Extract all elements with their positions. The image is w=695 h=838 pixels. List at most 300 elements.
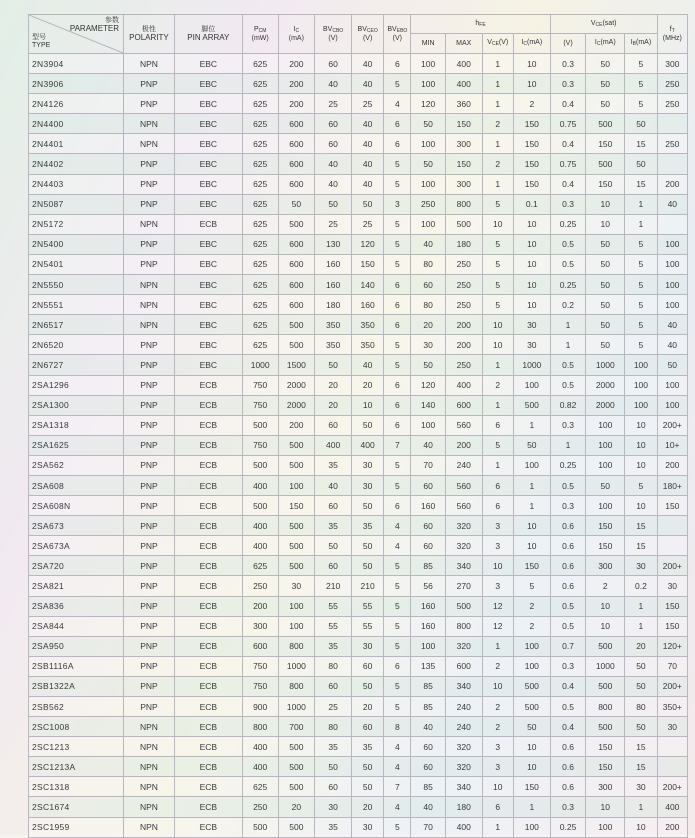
cell-bvcbo: 50 (315, 194, 352, 214)
cell-hfe-min: 85 (411, 697, 446, 717)
cell-sat-ib: 0.2 (625, 576, 657, 596)
cell-hfe-vce: 1 (482, 54, 513, 74)
cell-polarity: PNP (124, 556, 175, 576)
cell-pcm: 400 (242, 475, 278, 495)
cell-ic: 600 (278, 254, 315, 274)
cell-hfe-ic: 30 (513, 335, 550, 355)
cell-bvebo: 5 (384, 455, 411, 475)
cell-hfe-vce: 10 (482, 315, 513, 335)
cell-bvebo: 5 (384, 154, 411, 174)
cell-bvcbo: 25 (315, 697, 352, 717)
cell-hfe-max: 340 (445, 777, 482, 797)
cell-ic: 500 (278, 817, 315, 837)
cell-sat-ic: 150 (586, 516, 625, 536)
cell-ic: 200 (278, 415, 315, 435)
transistor-spec-table (28, 14, 688, 838)
cell-bvceo: 160 (351, 295, 383, 315)
cell-bvceo: 25 (351, 214, 383, 234)
cell-pcm: 625 (242, 174, 278, 194)
cell-vce-sat: 0.3 (550, 656, 586, 676)
cell-bvcbo: 30 (315, 797, 352, 817)
cell-polarity: NPN (124, 757, 175, 777)
cell-pin-array: ECB (174, 656, 242, 676)
cell-hfe-max: 200 (445, 335, 482, 355)
cell-ic: 50 (278, 194, 315, 214)
cell-hfe-min: 85 (411, 556, 446, 576)
cell-hfe-min: 100 (411, 134, 446, 154)
cell-ic: 30 (278, 576, 315, 596)
cell-hfe-max: 300 (445, 174, 482, 194)
cell-sat-ib: 100 (625, 355, 657, 375)
cell-bvcbo: 35 (315, 817, 352, 837)
cell-hfe-ic: 2 (513, 94, 550, 114)
cell-ic: 500 (278, 214, 315, 234)
cell-type: 2N6520 (29, 335, 124, 355)
cell-sat-ic: 100 (586, 455, 625, 475)
cell-bvcbo: 40 (315, 475, 352, 495)
cell-ft: 250 (657, 94, 687, 114)
cell-bvcbo: 160 (315, 275, 352, 295)
cell-vce-sat: 0.3 (550, 496, 586, 516)
cell-pcm: 800 (242, 717, 278, 737)
cell-hfe-max: 600 (445, 656, 482, 676)
cell-hfe-ic: 30 (513, 315, 550, 335)
cell-pcm: 625 (242, 214, 278, 234)
cell-sat-ic: 500 (586, 154, 625, 174)
cell-hfe-vce: 5 (482, 275, 513, 295)
cell-vce-sat: 0.4 (550, 676, 586, 696)
cell-polarity: PNP (124, 74, 175, 94)
cell-bvebo: 5 (384, 355, 411, 375)
cell-bvceo: 40 (351, 174, 383, 194)
cell-ic: 800 (278, 676, 315, 696)
cell-ic: 700 (278, 717, 315, 737)
cell-ft (657, 737, 687, 757)
cell-bvcbo: 210 (315, 576, 352, 596)
cell-sat-ib: 10 (625, 817, 657, 837)
cell-ft: 200 (657, 455, 687, 475)
cell-pcm: 625 (242, 194, 278, 214)
header-corner-cell (29, 15, 124, 54)
cell-ic: 1500 (278, 355, 315, 375)
cell-pcm: 750 (242, 435, 278, 455)
header-bvcbo: $BV_{CBO}$ (V) (315, 15, 352, 54)
cell-vce-sat: 0.2 (550, 295, 586, 315)
cell-ic: 2000 (278, 395, 315, 415)
cell-bvceo: 50 (351, 757, 383, 777)
cell-hfe-vce: 6 (482, 797, 513, 817)
cell-polarity: PNP (124, 415, 175, 435)
cell-sat-ib: 10 (625, 455, 657, 475)
cell-ic: 200 (278, 74, 315, 94)
cell-bvebo: 7 (384, 777, 411, 797)
cell-hfe-min: 160 (411, 496, 446, 516)
cell-sat-ic: 300 (586, 777, 625, 797)
cell-type: 2N4126 (29, 94, 124, 114)
cell-hfe-max: 340 (445, 676, 482, 696)
cell-polarity: PNP (124, 636, 175, 656)
header-pin-array: 脚位 PIN ARRAY (174, 15, 242, 54)
cell-hfe-max: 360 (445, 94, 482, 114)
table-row (29, 737, 688, 757)
table-row (29, 616, 688, 636)
cell-bvceo: 20 (351, 375, 383, 395)
cell-bvcbo: 35 (315, 737, 352, 757)
cell-type: 2SA720 (29, 556, 124, 576)
cell-type: 2N5550 (29, 275, 124, 295)
cell-vce-sat: 0.4 (550, 717, 586, 737)
cell-sat-ic: 10 (586, 797, 625, 817)
cell-pin-array: ECB (174, 214, 242, 234)
cell-hfe-ic: 1000 (513, 355, 550, 375)
cell-hfe-vce: 10 (482, 335, 513, 355)
table-row (29, 757, 688, 777)
cell-hfe-vce: 5 (482, 435, 513, 455)
cell-sat-ic: 50 (586, 74, 625, 94)
cell-pin-array: EBC (174, 315, 242, 335)
cell-hfe-min: 100 (411, 636, 446, 656)
cell-sat-ib: 50 (625, 717, 657, 737)
cell-sat-ib: 5 (625, 54, 657, 74)
cell-sat-ic: 10 (586, 214, 625, 234)
cell-sat-ib: 5 (625, 475, 657, 495)
cell-bvceo: 40 (351, 54, 383, 74)
cell-bvcbo: 35 (315, 636, 352, 656)
cell-ic: 20 (278, 797, 315, 817)
cell-type: 2SA1300 (29, 395, 124, 415)
cell-hfe-max: 250 (445, 295, 482, 315)
cell-hfe-vce: 3 (482, 576, 513, 596)
cell-bvebo: 6 (384, 395, 411, 415)
cell-polarity: PNP (124, 656, 175, 676)
cell-pcm: 500 (242, 817, 278, 837)
header-hfe-max: MAX (445, 34, 482, 54)
cell-vce-sat: 0.25 (550, 455, 586, 475)
cell-pin-array: ECB (174, 475, 242, 495)
cell-hfe-max: 250 (445, 275, 482, 295)
cell-vce-sat: 0.6 (550, 777, 586, 797)
cell-hfe-vce: 1 (482, 134, 513, 154)
cell-pcm: 625 (242, 275, 278, 295)
cell-hfe-max: 270 (445, 576, 482, 596)
cell-hfe-min: 250 (411, 194, 446, 214)
cell-vce-sat: 0.4 (550, 94, 586, 114)
cell-ft: 150 (657, 596, 687, 616)
cell-bvcbo: 20 (315, 395, 352, 415)
cell-vce-sat: 0.75 (550, 154, 586, 174)
cell-pin-array: EBC (174, 154, 242, 174)
cell-hfe-vce: 1 (482, 355, 513, 375)
cell-pin-array: EBC (174, 54, 242, 74)
cell-polarity: PNP (124, 576, 175, 596)
table-row (29, 315, 688, 335)
cell-pin-array: EBC (174, 254, 242, 274)
cell-bvebo: 6 (384, 415, 411, 435)
cell-pcm: 400 (242, 516, 278, 536)
cell-sat-ib: 50 (625, 114, 657, 134)
cell-vce-sat: 1 (550, 335, 586, 355)
cell-bvcbo: 60 (315, 676, 352, 696)
cell-pin-array: ECB (174, 556, 242, 576)
cell-hfe-min: 100 (411, 174, 446, 194)
table-row (29, 375, 688, 395)
cell-pcm: 750 (242, 676, 278, 696)
cell-sat-ic: 2000 (586, 375, 625, 395)
cell-vce-sat: 0.6 (550, 576, 586, 596)
cell-bvebo: 4 (384, 797, 411, 817)
cell-hfe-min: 50 (411, 154, 446, 174)
cell-ft: 30 (657, 576, 687, 596)
cell-hfe-ic: 10 (513, 74, 550, 94)
cell-sat-ic: 50 (586, 54, 625, 74)
cell-hfe-min: 60 (411, 536, 446, 556)
cell-sat-ib: 5 (625, 315, 657, 335)
table-row (29, 455, 688, 475)
cell-sat-ic: 50 (586, 315, 625, 335)
cell-pin-array: ECB (174, 737, 242, 757)
cell-pcm: 600 (242, 636, 278, 656)
cell-vce-sat: 0.5 (550, 254, 586, 274)
cell-sat-ic: 150 (586, 737, 625, 757)
cell-type: 2SC1959 (29, 817, 124, 837)
cell-hfe-max: 320 (445, 737, 482, 757)
cell-bvcbo: 55 (315, 596, 352, 616)
cell-ft: 200+ (657, 415, 687, 435)
cell-hfe-ic: 50 (513, 435, 550, 455)
table-row (29, 817, 688, 837)
cell-sat-ic: 50 (586, 275, 625, 295)
cell-type: 2N4401 (29, 134, 124, 154)
cell-hfe-min: 70 (411, 455, 446, 475)
cell-bvebo: 5 (384, 254, 411, 274)
cell-bvceo: 40 (351, 355, 383, 375)
cell-hfe-vce: 2 (482, 717, 513, 737)
cell-hfe-ic: 1 (513, 415, 550, 435)
cell-pin-array: ECB (174, 375, 242, 395)
cell-bvcbo: 60 (315, 114, 352, 134)
cell-ic: 2000 (278, 375, 315, 395)
cell-vce-sat: 0.25 (550, 817, 586, 837)
cell-vce-sat: 0.3 (550, 54, 586, 74)
cell-pin-array: ECB (174, 435, 242, 455)
cell-sat-ic: 100 (586, 415, 625, 435)
cell-sat-ic: 500 (586, 717, 625, 737)
cell-ic: 500 (278, 536, 315, 556)
cell-sat-ib: 15 (625, 174, 657, 194)
cell-ic: 100 (278, 596, 315, 616)
cell-sat-ic: 300 (586, 556, 625, 576)
cell-pin-array: ECB (174, 797, 242, 817)
cell-bvcbo: 40 (315, 174, 352, 194)
header-hfe-vce: $V_{CE}(V)$ (482, 34, 513, 54)
cell-hfe-min: 160 (411, 596, 446, 616)
cell-vce-sat: 0.82 (550, 395, 586, 415)
cell-sat-ib: 100 (625, 395, 657, 415)
table-row (29, 576, 688, 596)
cell-bvebo: 5 (384, 335, 411, 355)
cell-ft: 120+ (657, 636, 687, 656)
cell-pcm: 625 (242, 315, 278, 335)
cell-ic: 500 (278, 516, 315, 536)
cell-hfe-ic: 10 (513, 516, 550, 536)
cell-type: 2N3904 (29, 54, 124, 74)
cell-bvcbo: 35 (315, 455, 352, 475)
cell-sat-ib: 1 (625, 797, 657, 817)
cell-hfe-ic: 150 (513, 777, 550, 797)
cell-hfe-ic: 10 (513, 214, 550, 234)
cell-hfe-vce: 12 (482, 596, 513, 616)
cell-bvceo: 50 (351, 194, 383, 214)
cell-polarity: NPN (124, 797, 175, 817)
cell-hfe-min: 60 (411, 475, 446, 495)
cell-type: 2N5172 (29, 214, 124, 234)
cell-polarity: PNP (124, 496, 175, 516)
type-label-cn: 型号 (32, 34, 46, 41)
cell-pin-array: EBC (174, 335, 242, 355)
cell-hfe-max: 400 (445, 74, 482, 94)
cell-bvceo: 35 (351, 516, 383, 536)
cell-sat-ib: 10 (625, 496, 657, 516)
cell-hfe-min: 60 (411, 516, 446, 536)
table-row (29, 636, 688, 656)
cell-polarity: PNP (124, 596, 175, 616)
cell-bvceo: 350 (351, 315, 383, 335)
cell-hfe-max: 240 (445, 697, 482, 717)
cell-vce-sat: 0.7 (550, 636, 586, 656)
cell-vce-sat: 0.5 (550, 355, 586, 375)
cell-bvceo: 55 (351, 596, 383, 616)
cell-bvcbo: 350 (315, 315, 352, 335)
cell-bvcbo: 60 (315, 777, 352, 797)
cell-bvebo: 6 (384, 275, 411, 295)
cell-ft: 100 (657, 395, 687, 415)
cell-hfe-vce: 2 (482, 697, 513, 717)
cell-pin-array: ECB (174, 536, 242, 556)
cell-bvcbo: 80 (315, 656, 352, 676)
cell-ic: 800 (278, 636, 315, 656)
cell-hfe-vce: 5 (482, 234, 513, 254)
cell-sat-ic: 150 (586, 174, 625, 194)
cell-sat-ic: 2 (586, 576, 625, 596)
cell-hfe-vce: 1 (482, 817, 513, 837)
table-row (29, 254, 688, 274)
cell-sat-ic: 2000 (586, 395, 625, 415)
cell-bvcbo: 20 (315, 375, 352, 395)
header-sat-ib: $I_B(mA)$ (625, 34, 657, 54)
cell-ic: 500 (278, 757, 315, 777)
cell-ic: 100 (278, 475, 315, 495)
cell-pin-array: ECB (174, 636, 242, 656)
cell-hfe-min: 40 (411, 435, 446, 455)
header-vce-sat: $V_{CE}(sat)$ (550, 15, 657, 34)
cell-bvceo: 35 (351, 737, 383, 757)
table-row (29, 295, 688, 315)
cell-bvcbo: 60 (315, 556, 352, 576)
cell-pin-array: ECB (174, 496, 242, 516)
table-row (29, 114, 688, 134)
table-row (29, 777, 688, 797)
cell-pin-array: ECB (174, 676, 242, 696)
table-row (29, 335, 688, 355)
cell-hfe-max: 250 (445, 355, 482, 375)
cell-type: 2N4403 (29, 174, 124, 194)
cell-ft (657, 154, 687, 174)
cell-polarity: PNP (124, 254, 175, 274)
cell-hfe-vce: 5 (482, 254, 513, 274)
cell-hfe-vce: 1 (482, 94, 513, 114)
cell-type: 2SA821 (29, 576, 124, 596)
cell-vce-sat: 0.5 (550, 375, 586, 395)
cell-ic: 600 (278, 114, 315, 134)
cell-hfe-vce: 6 (482, 415, 513, 435)
cell-ft: 50 (657, 355, 687, 375)
cell-type: 2SC1674 (29, 797, 124, 817)
cell-hfe-vce: 3 (482, 536, 513, 556)
table-row (29, 355, 688, 375)
table-row (29, 435, 688, 455)
cell-bvcbo: 60 (315, 54, 352, 74)
cell-hfe-max: 500 (445, 596, 482, 616)
cell-pin-array: ECB (174, 717, 242, 737)
cell-bvceo: 50 (351, 777, 383, 797)
cell-pcm: 625 (242, 254, 278, 274)
cell-hfe-ic: 10 (513, 275, 550, 295)
cell-sat-ib: 5 (625, 234, 657, 254)
cell-bvebo: 6 (384, 656, 411, 676)
cell-pcm: 625 (242, 335, 278, 355)
cell-vce-sat: 0.6 (550, 516, 586, 536)
table-row (29, 656, 688, 676)
cell-hfe-min: 40 (411, 234, 446, 254)
table-row (29, 275, 688, 295)
cell-hfe-max: 320 (445, 536, 482, 556)
cell-sat-ic: 50 (586, 295, 625, 315)
cell-hfe-ic: 150 (513, 114, 550, 134)
cell-type: 2SA1318 (29, 415, 124, 435)
cell-pin-array: ECB (174, 395, 242, 415)
cell-pcm: 625 (242, 556, 278, 576)
cell-bvcbo: 400 (315, 435, 352, 455)
cell-bvceo: 50 (351, 536, 383, 556)
cell-polarity: PNP (124, 194, 175, 214)
cell-bvceo: 60 (351, 656, 383, 676)
cell-hfe-vce: 5 (482, 194, 513, 214)
cell-bvebo: 8 (384, 717, 411, 737)
table-row (29, 516, 688, 536)
cell-hfe-ic: 150 (513, 134, 550, 154)
cell-ic: 200 (278, 94, 315, 114)
cell-type: 2N5401 (29, 254, 124, 274)
cell-bvebo: 5 (384, 596, 411, 616)
cell-hfe-ic: 100 (513, 375, 550, 395)
cell-ft: 30 (657, 717, 687, 737)
cell-type: 2SB1116A (29, 656, 124, 676)
cell-polarity: PNP (124, 516, 175, 536)
cell-pin-array: ECB (174, 516, 242, 536)
cell-polarity: PNP (124, 435, 175, 455)
table-row (29, 717, 688, 737)
cell-hfe-max: 340 (445, 556, 482, 576)
cell-ft: 200 (657, 817, 687, 837)
cell-sat-ib: 5 (625, 335, 657, 355)
cell-hfe-min: 135 (411, 656, 446, 676)
cell-hfe-ic: 0.1 (513, 194, 550, 214)
cell-ic: 500 (278, 737, 315, 757)
cell-pcm: 750 (242, 656, 278, 676)
header-bvebo: $BV_{EBO}$ (V) (384, 15, 411, 54)
cell-polarity: NPN (124, 275, 175, 295)
cell-ft: 150 (657, 616, 687, 636)
